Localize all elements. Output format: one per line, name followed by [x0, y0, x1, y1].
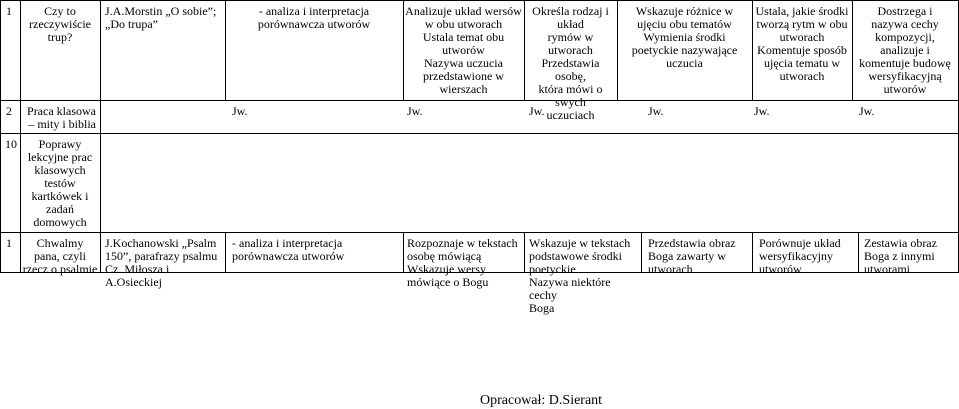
requirement-cell: Zestawia obraz Boga z innymi utworami [864, 236, 937, 276]
col-border [858, 232, 859, 272]
lesson-topic: Poprawy lekcyjne prac klasowych testów kartkówek i zadań domowych [27, 137, 93, 229]
row-border [0, 133, 959, 134]
lesson-count: 10 [5, 137, 17, 151]
same-as-above: Jw. [754, 104, 770, 118]
author-signature: Opracował: D.Sierant [480, 393, 603, 408]
same-as-above: Jw. [529, 104, 545, 118]
requirement-cell: Rozpoznaje w tekstach osobę mówiącą Wskazuje wersy mówiące o Bogu [407, 236, 518, 289]
col-border [524, 232, 525, 272]
lesson-texts: J.A.Morstin „O sobie”; „Do trupa” [105, 4, 217, 31]
lesson-count: 1 [6, 236, 12, 250]
row-border [0, 232, 959, 233]
lesson-count: 1 [6, 4, 12, 18]
lesson-topic: Chwalmy pana, czyli rzecz o psalmie [22, 236, 98, 276]
col-border [20, 0, 21, 272]
col-border [225, 232, 226, 272]
col-border [100, 0, 101, 272]
requirement-cell: Wskazuje w tekstach podstawowe środki poetyckie Nazywa niektóre cechy Boga [529, 236, 631, 315]
same-as-above: Jw. [407, 104, 423, 118]
same-as-above: Jw. [648, 104, 664, 118]
lesson-forms: - analiza i interpretacja porównawcza utworów [257, 4, 371, 31]
col-border [403, 0, 404, 100]
lesson-topic: Praca klasowa – mity i biblia [27, 104, 96, 131]
col-border [0, 0, 1, 272]
col-border [617, 0, 618, 100]
same-as-above: Jw. [859, 104, 875, 118]
col-border [752, 232, 753, 272]
col-border [852, 0, 853, 100]
row-border [0, 100, 959, 101]
requirement-cell: Porównuje układ wersyfikacyjny utworów [759, 236, 841, 276]
lesson-topic: Czy to rzeczywiście trup? [29, 4, 91, 44]
row-border [0, 0, 959, 1]
col-border [524, 0, 525, 100]
same-as-above: Jw. [232, 104, 248, 118]
col-border [403, 232, 404, 272]
requirement-cell: Ustala, jakie środki tworzą rytm w obu utworach Komentuje sposób ujęcia tematu w utworach [755, 4, 849, 83]
col-border [752, 0, 753, 100]
col-border [225, 0, 226, 100]
lesson-texts: J.Kochanowski „Psalm 150”, parafrazy psalmu Cz. Miłosza i A.Osieckiej [105, 236, 218, 289]
requirement-cell: Przedstawia obraz Boga zawarty w utworach [648, 236, 736, 276]
col-border [641, 232, 642, 272]
requirement-cell: Wskazuje różnice w ujęciu obu tematów Wymienia środki poetyckie nazywające uczucia [631, 4, 738, 70]
requirement-cell: Dostrzega i nazywa cechy kompozycji, analizuje i komentuje budowę wersyfikacyjną utworów [859, 4, 951, 96]
requirement-cell: Analizuje układ wersów w obu utworach Ustala temat obu utworów Nazywa uczucia przedstawione w wierszach [405, 4, 522, 96]
requirement-cell: Określa rodzaj i układ rymów w utworach Przedstawia osobę, która mówi o swych uczuciach [532, 4, 609, 122]
lesson-forms: - analiza i interpretacja porównawcza utworów [232, 236, 345, 263]
lesson-count: 2 [6, 104, 12, 118]
